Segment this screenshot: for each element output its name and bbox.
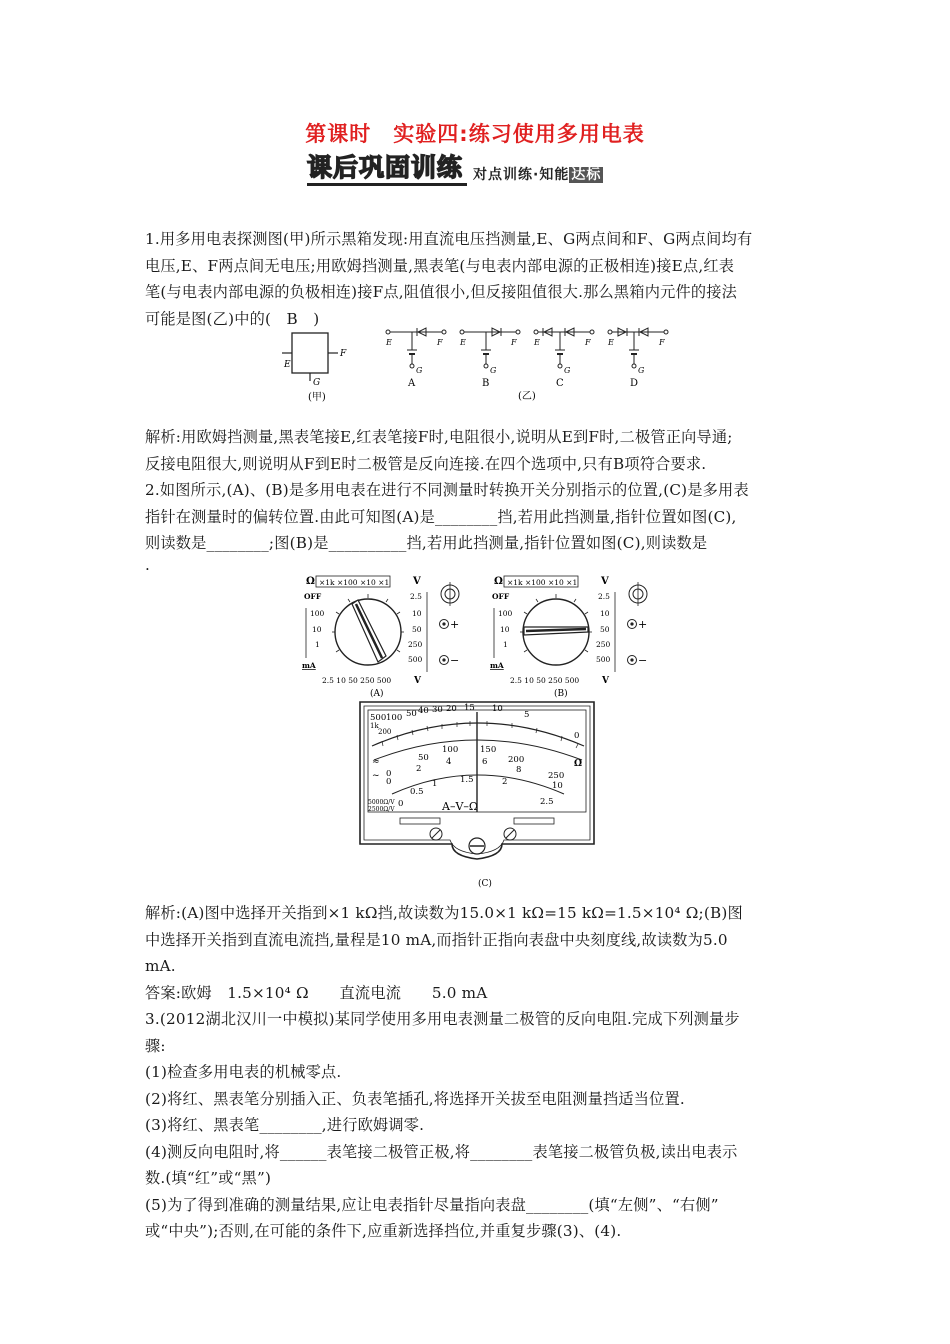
selector-switch-b xyxy=(488,572,663,700)
svg-text:1.5: 1.5 xyxy=(460,775,474,785)
question-line: 笔(与电表内部电源的负极相连)接F点,阻值很小,但反接阻值很大.那么黑箱内元件的接法 xyxy=(145,283,738,301)
svg-text:E: E xyxy=(608,338,614,347)
svg-text:G: G xyxy=(490,366,497,375)
question-line: (2)将红、黑表笔分别插入正、负表笔插孔,将选择开关拔至电阻测量挡适当位置. xyxy=(145,1089,685,1108)
terminal-f-label: F xyxy=(340,349,347,359)
svg-text:2: 2 xyxy=(416,764,422,774)
svg-text:8: 8 xyxy=(516,765,522,775)
svg-text:10: 10 xyxy=(412,609,422,618)
svg-text:20: 20 xyxy=(446,704,457,714)
svg-text:30: 30 xyxy=(432,705,443,715)
svg-text:5000Ω/V: 5000Ω/V xyxy=(368,799,395,806)
question-line: 数.(填“红”或“黑”) xyxy=(145,1169,272,1187)
svg-text:+: + xyxy=(450,618,460,631)
svg-text:100: 100 xyxy=(386,713,403,723)
svg-text:V: V xyxy=(602,676,609,686)
circuit-options-figure xyxy=(382,320,672,405)
svg-text:G: G xyxy=(416,366,423,375)
question-1 xyxy=(145,226,805,332)
svg-text:−: − xyxy=(638,654,648,667)
svg-text:E: E xyxy=(534,338,540,347)
svg-text:5: 5 xyxy=(524,710,530,720)
svg-text:G: G xyxy=(638,366,645,375)
svg-text:1: 1 xyxy=(503,640,508,649)
svg-text:250: 250 xyxy=(408,640,423,649)
svg-text:50: 50 xyxy=(600,625,610,634)
svg-text:1: 1 xyxy=(432,779,438,789)
svg-text:500: 500 xyxy=(596,655,611,664)
svg-text:mA: mA xyxy=(302,661,316,670)
black-box xyxy=(292,333,328,373)
analysis-line: 解析:用欧姆挡测量,黑表笔接E,红表笔接F时,电阻很小,说明从E到F时,二极管正向导通; xyxy=(145,428,733,446)
svg-text:6: 6 xyxy=(482,757,488,767)
svg-text:40: 40 xyxy=(418,706,429,716)
svg-text:2.5 10 50 250 500: 2.5 10 50 250 500 xyxy=(510,676,580,685)
svg-text:2500Ω/V: 2500Ω/V xyxy=(368,806,395,813)
svg-text:10: 10 xyxy=(312,625,322,634)
circuit-option-b xyxy=(459,328,520,389)
svg-text:V: V xyxy=(413,576,421,587)
page-title: 第课时 实验四:练习使用多用电表 xyxy=(305,122,645,146)
terminal-g-label: G xyxy=(313,378,321,388)
svg-text:15: 15 xyxy=(464,703,475,713)
svg-text:2.5 10 50 250 500: 2.5 10 50 250 500 xyxy=(322,676,392,685)
figure-caption: (B) xyxy=(554,689,568,699)
svg-text:50: 50 xyxy=(406,709,417,719)
meter-dial-figure xyxy=(352,694,602,894)
svg-text:E: E xyxy=(460,338,466,347)
svg-text:0: 0 xyxy=(386,769,392,779)
svg-text:OFF: OFF xyxy=(492,592,510,601)
svg-text:1k: 1k xyxy=(370,722,379,730)
svg-text:250: 250 xyxy=(596,640,611,649)
analysis-line: 解析:(A)图中选择开关指到×1 kΩ挡,故读数为15.0×1 kΩ=15 kΩ=1.5×10⁴ Ω;(B)图 xyxy=(145,904,743,922)
svg-text:mA: mA xyxy=(490,661,504,670)
question-line: (5)为了得到准确的测量结果,应让电表指针尽量指向表盘________(填“左侧”、“右侧” xyxy=(145,1195,719,1214)
black-box-figure xyxy=(278,325,358,405)
svg-text:+: + xyxy=(638,618,648,631)
svg-text:0: 0 xyxy=(398,799,404,809)
question-line: (4)测反向电阻时,将______表笔接二极管正极,将________表笔接二极管负极,读出电表示 xyxy=(145,1142,738,1161)
svg-text:100: 100 xyxy=(442,745,459,755)
question-line: 电压,E、F两点间无电压;用欧姆挡测量,黑表笔(与电表内部电源的正极相连)接E点,红表 xyxy=(145,256,735,275)
svg-text:10: 10 xyxy=(552,781,563,791)
svg-text:Ω: Ω xyxy=(574,759,583,769)
figure-caption: (C) xyxy=(478,879,492,889)
option-label: D xyxy=(630,378,639,389)
question-2-analysis xyxy=(145,900,805,1245)
svg-text:0.5: 0.5 xyxy=(410,787,424,797)
figure-caption: (A) xyxy=(370,689,384,699)
question-line: 指针在测量时的偏转位置.由此可知图(A)是________挡,若用此挡测量,指针位置如图(C), xyxy=(145,507,737,526)
question-line: . xyxy=(145,555,151,574)
svg-text:−: − xyxy=(450,654,460,667)
question-line: 2.如图所示,(A)、(B)是多用电表在进行不同测量时转换开关分别指示的位置,(C)是多用表 xyxy=(145,481,749,499)
question-line: 可能是图(乙)中的( B ) xyxy=(145,309,320,328)
section-banner xyxy=(307,152,603,186)
svg-text:50: 50 xyxy=(412,625,422,634)
question-line: (1)检查多用电表的机械零点. xyxy=(145,1063,342,1081)
figure-caption: (甲) xyxy=(308,392,326,403)
svg-text:1: 1 xyxy=(315,640,320,649)
svg-text:100: 100 xyxy=(310,609,325,618)
svg-text:×1k ×100 ×10 ×1: ×1k ×100 ×10 ×1 xyxy=(319,578,390,587)
question-line: 3.(2012湖北汉川一中模拟)某同学使用多用电表测量二极管的反向电阻.完成下列测量步 xyxy=(145,1010,740,1028)
svg-text:≈: ≈ xyxy=(372,757,380,767)
question-line: 则读数是________;图(B)是__________挡,若用此挡测量,指针位置如图(C),则读数是 xyxy=(145,534,708,552)
svg-text:G: G xyxy=(564,366,571,375)
svg-text:2.5: 2.5 xyxy=(598,592,610,601)
option-label: C xyxy=(556,378,564,389)
answer-line: 答案:欧姆 1.5×10⁴ Ω 直流电流 5.0 mA xyxy=(145,983,488,1002)
analysis-line: 中选择开关指到直流电流挡,量程是10 mA,而指针正指向表盘中央刻度线,故读数为5.0 xyxy=(145,930,728,949)
svg-text:F: F xyxy=(511,338,517,347)
svg-text:2: 2 xyxy=(502,777,508,787)
option-label: B xyxy=(482,378,490,389)
svg-text:2.5: 2.5 xyxy=(410,592,422,601)
circuit-option-a xyxy=(385,328,446,389)
svg-text:F: F xyxy=(585,338,591,347)
svg-text:100: 100 xyxy=(498,609,513,618)
svg-text:250: 250 xyxy=(548,771,565,781)
svg-text:50: 50 xyxy=(418,753,429,763)
question-line: 或“中央”);否则,在可能的条件下,应重新选择挡位,并重复步骤(3)、(4). xyxy=(145,1222,622,1240)
analysis-line: 反接电阻很大,则说明从F到E时二极管是反向连接.在四个选项中,只有B项符合要求. xyxy=(145,454,707,473)
svg-text:~: ~ xyxy=(372,771,380,781)
meter-center-label: A–V–Ω xyxy=(442,800,479,813)
svg-text:V: V xyxy=(414,676,421,686)
circuit-option-d xyxy=(607,328,668,389)
svg-text:200: 200 xyxy=(378,728,392,736)
question-1-analysis xyxy=(145,424,805,573)
svg-text:×1k ×100 ×10 ×1: ×1k ×100 ×10 ×1 xyxy=(507,578,578,587)
svg-text:0: 0 xyxy=(386,777,392,787)
question-line: (3)将红、黑表笔________,进行欧姆调零. xyxy=(145,1116,425,1134)
svg-text:4: 4 xyxy=(446,757,452,767)
svg-text:Ω: Ω xyxy=(494,576,503,587)
banner-sub-text: 对点训练·知能 达标 xyxy=(473,167,602,183)
svg-text:F: F xyxy=(437,338,443,347)
question-line: 1.用多用电表探测图(甲)所示黑箱发现:用直流电压挡测量,E、G两点间和F、G两点间均有 xyxy=(145,230,753,248)
svg-text:500: 500 xyxy=(408,655,423,664)
question-line: 骤: xyxy=(145,1036,166,1055)
circuit-option-c xyxy=(533,328,594,389)
figure-caption: (乙) xyxy=(518,391,536,402)
svg-text:10: 10 xyxy=(500,625,510,634)
banner-main-text: 课后巩固训练 xyxy=(307,153,467,186)
svg-text:500: 500 xyxy=(370,713,387,723)
analysis-line: mA. xyxy=(145,957,176,975)
svg-text:F: F xyxy=(659,338,665,347)
svg-text:150: 150 xyxy=(480,745,497,755)
svg-text:Ω: Ω xyxy=(306,576,315,587)
svg-text:E: E xyxy=(386,338,392,347)
svg-text:V: V xyxy=(601,576,609,587)
selector-switch-a xyxy=(300,572,475,700)
option-label: A xyxy=(408,378,416,389)
svg-text:2.5: 2.5 xyxy=(540,797,554,807)
terminal-e-label: E xyxy=(284,360,291,370)
svg-text:OFF: OFF xyxy=(304,592,322,601)
svg-text:10: 10 xyxy=(492,704,503,714)
svg-text:200: 200 xyxy=(508,755,525,765)
svg-text:0: 0 xyxy=(574,731,580,741)
svg-text:10: 10 xyxy=(600,609,610,618)
